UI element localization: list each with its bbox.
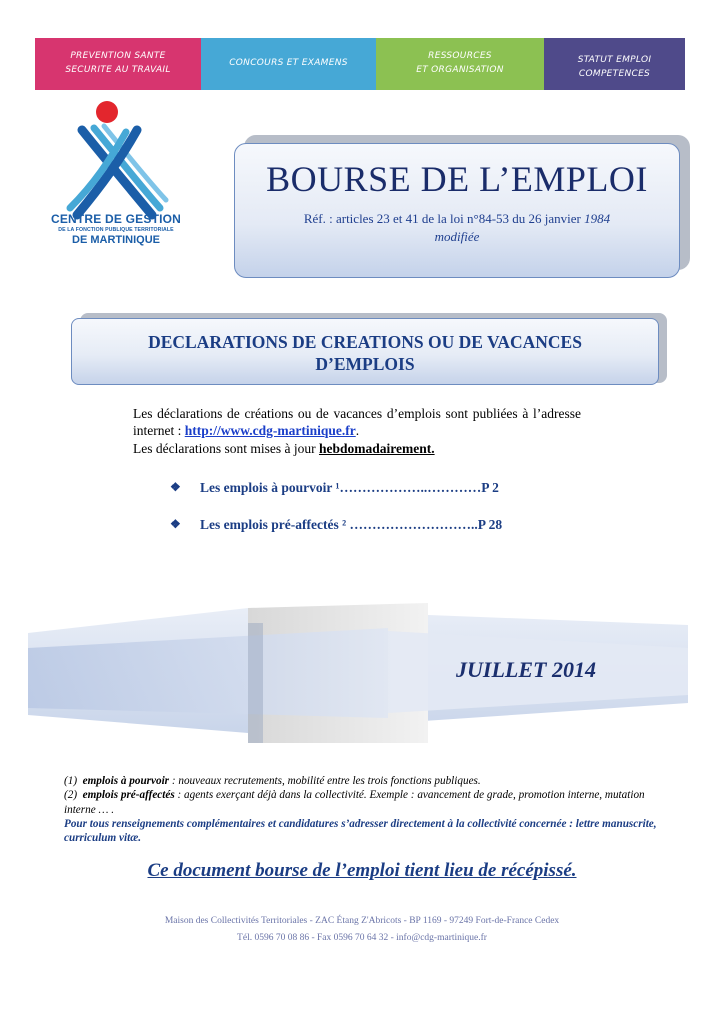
declarations-heading-line2: D’EMPLOIS [315,354,415,375]
legal-reference-suffix: modifiée [434,229,480,245]
footnote-2 [64,788,664,817]
website-link[interactable]: http://www.cdg-martinique.fr [184,423,356,439]
footnote-1-term: emplois à pourvoir [82,775,170,787]
legal-reference-text: Réf. : articles 23 et 41 de la loi n°84-53 du 26 janvier [303,211,581,226]
contact-note: Pour tous renseignements complémentaires et candidatures s’adresser directement à la collectivité concernée : lettre manuscrite, curriculum vitæ. [64,817,657,845]
top-navigation [35,38,685,90]
diamond-bullet-icon: ❖ [170,517,181,531]
edition-month: JUILLET 2014 [456,657,596,682]
intro-paragraph [133,405,581,457]
page-title: BOURSE DE L’EMPLOI [266,159,648,199]
intro-text3: Les déclarations sont mises à jour [133,440,319,456]
footnote-1-text: : nouveaux recrutements, mobilité entre les trois fonctions publiques. [169,775,481,787]
tab-statut-emploi[interactable]: STATUT EMPLOI COMPETENCES [544,38,685,90]
footnote-2-number: (2) [64,789,78,802]
footnote-2-term: emplois pré-affectés [82,789,175,802]
legal-reference-year: 1984 [584,211,611,226]
tab-prevention-sante[interactable]: PREVENTION SANTE SECURITE AU TRAVAIL [35,38,201,90]
footnote-1-number: (1) [64,775,78,787]
intro-text1: Les déclarations de créations ou de vacances d’emplois sont publiées à l’adresse internet : [133,406,581,439]
logo-text [42,212,190,246]
footnote-1 [64,774,664,788]
list-item-label: Les emplois à pourvoir ¹………………..…………P 2 [200,480,499,495]
legal-reference [235,210,679,246]
recepisse-statement: Ce document bourse de l’emploi tient lieu de récépissé. [147,860,577,881]
logo-line2: DE LA FONCTION PUBLIQUE TERRITORIALE [58,227,174,233]
list-item-label: Les emplois pré-affectés ² ………………………..P 28 [200,517,503,532]
logo-line1: CENTRE DE GESTION [50,212,182,226]
list-item-emplois-a-pourvoir[interactable] [170,480,499,496]
title-box [234,143,680,278]
tab-concours-examens[interactable]: CONCOURS ET EXAMENS [201,38,376,90]
list-item-emplois-pre-affectes[interactable] [170,517,502,533]
intro-emphasis: hebdomadairement. [318,440,435,456]
intro-text2: . [355,423,360,439]
declarations-heading-line1: DECLARATIONS DE CREATIONS OU DE VACANCES [148,332,582,352]
footer-address: Maison des Collectivités Territoriales - ZAC Étang Z'Abricots - BP 1169 - 97249 Fort-de-France Cedex [164,916,560,926]
footnote-2-text: : agents exerçant déjà dans la collectivité. Exemple : avancement de grade, promotion interne, mutation interne … . [64,789,645,816]
tab-ressources-organisation[interactable]: RESSOURCES ET ORGANISATION [376,38,544,90]
footnotes [64,774,664,846]
footer-contact: Tél. 0596 70 08 86 - Fax 0596 70 64 32 - info@cdg-martinique.fr [237,933,487,943]
declarations-heading-box [71,318,659,385]
logo-line3: DE MARTINIQUE [72,234,160,246]
diamond-bullet-icon: ❖ [170,480,181,494]
